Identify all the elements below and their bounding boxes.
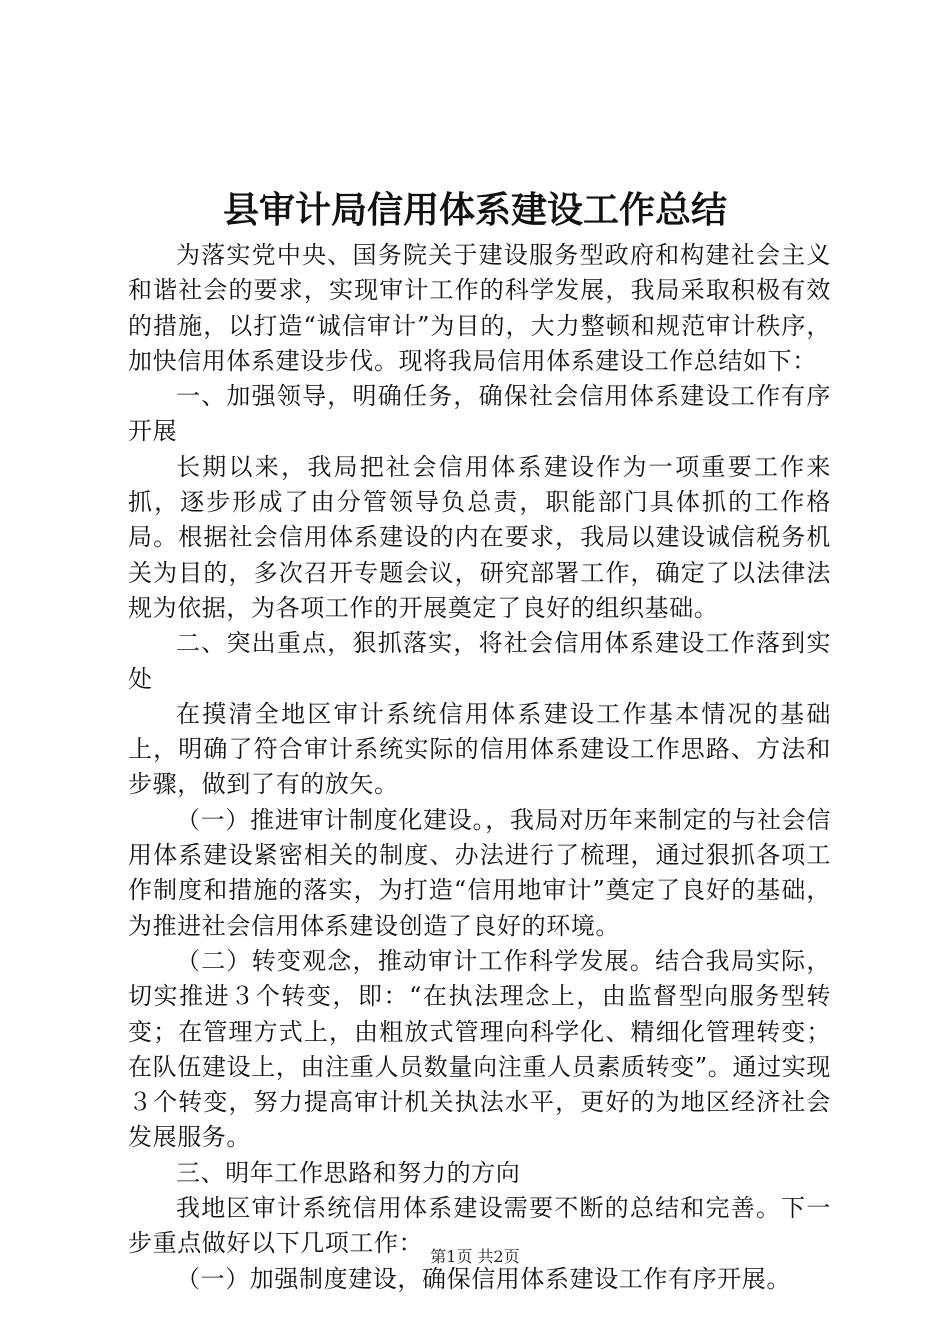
intro-paragraph: 为落实党中央、国务院关于建设服务型政府和构建社会主义和谐社会的要求，实现审计工作的科学发展，我局采取积极有效的措施，以打造“诚信审计”为目的，大力整顿和规范审计秩序，加快信用体系建设步伐。现将我局信用体系建设工作总结如下： — [128, 241, 831, 375]
document-body — [128, 238, 831, 1297]
section-1-paragraph: 长期以来，我局把社会信用体系建设作为一项重要工作来抓，逐步形成了由分管领导负总责，职能部门具体抓的工作格局。根据社会信用体系建设的内在要求，我局以建设诚信税务机关为目的，多次召开专题会议，研究部署工作，确定了以法律法规为依据，为各项工作的开展奠定了良好的组织基础。 — [128, 452, 831, 622]
section-heading-3: 三、明年工作思路和努力的方向 — [176, 1158, 521, 1187]
section-3-paragraph: 我地区审计系统信用体系建设需要不断的总结和完善。下一步重点做好以下几项工作： — [128, 1194, 831, 1258]
section-heading-1: 一、加强领导，明确任务，确保社会信用体系建设工作有序开展 — [128, 382, 831, 446]
page-footer: 第1页 共2页 — [430, 1247, 520, 1266]
section-2-item-1: （一）推进审计制度化建设。，我局对历年来制定的与社会信用体系建设紧密相关的制度、办法进行了梳理，通过狠抓各项工作制度和措施的落实，为打造“信用地审计”奠定了良好的基础，为推进社会信用体系建设创造了良好的环境。 — [128, 805, 831, 940]
section-3-item-1: （一）加强制度建设，确保信用体系建设工作有序开展。 — [176, 1264, 791, 1293]
section-2-paragraph: 在摸清全地区审计系统信用体系建设工作基本情况的基础上，明确了符合审计系统实际的信用体系建设工作思路、方法和步骤，做到了有的放矢。 — [128, 699, 831, 799]
section-2-item-2: （二）转变观念，推动审计工作科学发展。结合我局实际，切实推进３个转变，即：“在执法理念上，由监督型向服务型转变；在管理方式上，由粗放式管理向科学化、精细化管理转变；在队伍建设上，由注重人员数量向注重人员素质转变”。通过实现３个转变，努力提高审计机关执法水平，更好的为地区经济社会发展服务。 — [128, 946, 831, 1152]
section-heading-2: 二、突出重点，狠抓落实，将社会信用体系建设工作落到实处 — [128, 629, 831, 693]
document-title: 县审计局信用体系建设工作总结 — [222, 189, 727, 231]
